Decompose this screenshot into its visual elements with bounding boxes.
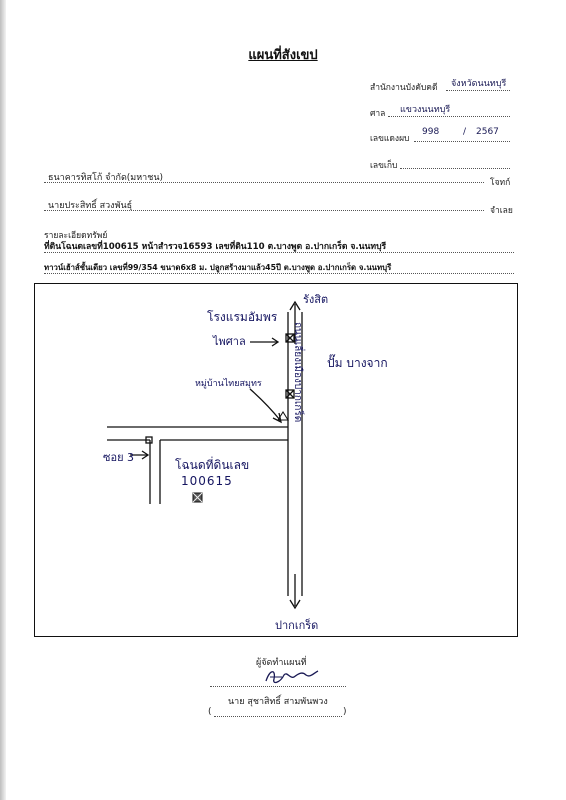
court-label: ศาล <box>370 109 386 119</box>
house-dots <box>44 273 514 274</box>
hotel-label-2: ไพศาล <box>213 335 246 348</box>
defendant-dots <box>44 210 484 211</box>
storage-label: เลขเก็บ <box>370 161 398 171</box>
house-line: ทาวน์เฮ้าส์ชั้นเดียว เลขที่99/354 ขนาด6x8 ม. ปลูกสร้างมาแล้ว45ปี ต.บางพูด อ.ปากเกร็ด จ.นนทบุรี <box>44 263 392 272</box>
signature-dots <box>210 686 346 687</box>
deed-label: โฉนดที่ดินเลข <box>175 458 250 472</box>
case-number: 998 <box>422 127 440 137</box>
soi-label: ซอย 3 <box>103 451 135 464</box>
land-line: ที่ดินโฉนดเลขที่100615 หน้าสำรวจ16593 เลขที่ดิน110 ต.บางพูด อ.ปากเกร็ด จ.นนทบุรี <box>44 242 387 252</box>
signer-name: นาย สุชาสิทธิ์ สามพันพวง <box>228 697 328 707</box>
plaintiff-value: ธนาคารทิสโก้ จำกัด(มหาชน) <box>48 173 164 183</box>
scan-edge <box>0 0 6 800</box>
court-dots <box>388 116 510 117</box>
sketch-map <box>34 283 518 637</box>
office-dots <box>446 90 510 91</box>
road-label: ถนนเลี่ยงเมืองปากเกร็ด <box>292 322 303 423</box>
plaintiff-dots <box>44 182 484 183</box>
case-year: 2567 <box>476 127 499 137</box>
office-value: จังหวัดนนทบุรี <box>451 79 507 89</box>
deed-number: 100615 <box>181 474 233 488</box>
defendant-label: จำเลย <box>490 206 513 216</box>
hotel-label: โรงแรมอัมพร <box>207 310 278 324</box>
storage-dots <box>400 168 510 169</box>
paren-dots <box>214 716 342 717</box>
village-arrow-shaft <box>250 389 280 420</box>
land-dots <box>44 252 514 253</box>
maker-label: ผู้จัดทำแผนที่ <box>256 658 307 668</box>
gas-station-label: ปั๊ม บางจาก <box>327 356 388 370</box>
paren-close: ) <box>343 707 347 717</box>
plaintiff-label: โจทก์ <box>490 178 511 188</box>
case-label: เลขแดงผบ <box>370 134 410 144</box>
court-value: แขวงนนทบุรี <box>400 105 451 115</box>
paren-open: ( <box>208 707 212 717</box>
office-label: สำนักงานบังคับคดี <box>370 83 438 93</box>
village-label: หมู่บ้านไทยสมุทร <box>195 379 262 389</box>
case-dots <box>414 141 510 142</box>
case-slash: / <box>463 127 467 137</box>
page-title: แผนที่สังเขป <box>248 48 318 63</box>
defendant-value: นายประสิทธิ์ สวงพันธุ์ <box>48 201 133 211</box>
south-label: ปากเกร็ด <box>275 619 319 632</box>
north-label: รังสิต <box>303 293 329 306</box>
property-section-label: รายละเอียดทรัพย์ <box>44 231 108 241</box>
signature-mark <box>262 665 322 687</box>
